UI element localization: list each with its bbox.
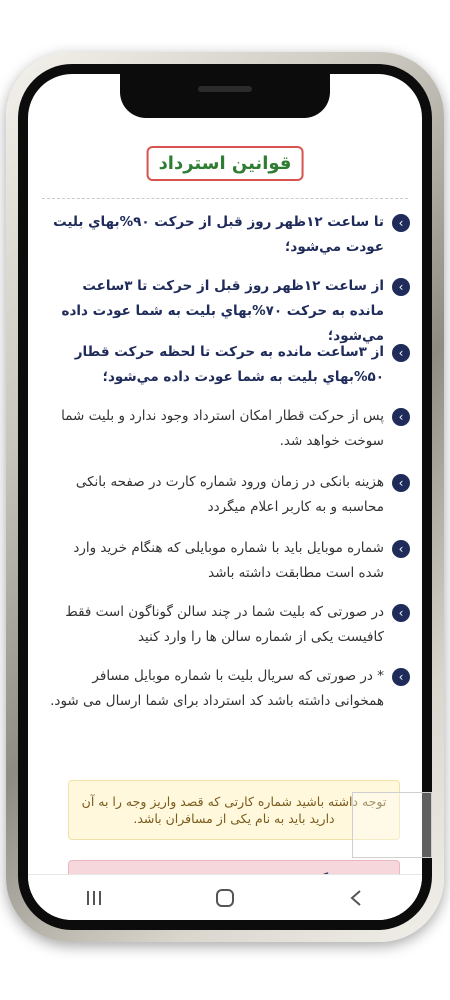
title-divider	[42, 198, 408, 199]
chevron-right-icon: ›	[392, 278, 410, 296]
home-button[interactable]	[205, 883, 245, 913]
page-title: قوانین استرداد	[147, 146, 304, 181]
rule-item-4	[46, 404, 410, 454]
rule-text: پس از حرکت قطار امکان استرداد وجود ندارد و بلیت شما سوخت خواهد شد.	[61, 408, 384, 449]
back-icon	[349, 889, 363, 907]
android-navigation-bar	[28, 874, 422, 920]
rule-text: هزینه بانکی در زمان ورود شماره کارت در صفحه بانکی محاسبه و به کاربر اعلام میگردد	[75, 474, 384, 515]
rule-item-1	[46, 210, 410, 260]
chevron-right-icon: ›	[392, 604, 410, 622]
chevron-right-icon: ›	[392, 540, 410, 558]
phone-notch	[120, 74, 330, 118]
rule-text: تا ساعت ۱۲ظهر روز قبل از حرکت ۹۰%بهاي بليت عودت مي‌شود؛	[53, 214, 384, 255]
chevron-right-icon: ›	[392, 474, 410, 492]
chevron-right-icon: ›	[392, 344, 410, 362]
chevron-right-icon: ›	[392, 214, 410, 232]
recaptcha-overlay[interactable]	[352, 792, 432, 858]
rule-text: در صورتی که بلیت شما در چند سالن گوناگون است فقط کافیست یکی از شماره سالن ها را وارد کنید	[65, 604, 384, 645]
rule-item-8	[46, 664, 410, 714]
speaker-grille	[198, 86, 252, 92]
home-icon	[215, 888, 235, 908]
recent-apps-icon	[85, 890, 103, 906]
rule-text: شماره موبایل باید با شماره موبایلی که هنگام خرید وارد شده است مطابقت داشته باشد	[73, 540, 384, 581]
chevron-right-icon: ›	[392, 668, 410, 686]
rule-item-7	[46, 600, 410, 650]
back-button[interactable]	[336, 883, 376, 913]
rule-item-2	[46, 274, 410, 349]
refund-rules-page	[28, 74, 422, 874]
card-owner-notice: توجه داشته باشید شماره کارتی که قصد واریز وجه را به آن دارید باید به نام یکی از مسافران باشد.	[68, 780, 400, 840]
recent-apps-button[interactable]	[74, 883, 114, 913]
rule-text: * در صورتی که سریال بلیت با شماره موبایل مسافر همخوانی داشته باشد کد استرداد برای شما ارسال می شود.	[50, 668, 384, 709]
rule-text: از ۳ساعت مانده به حرکت تا لحظه حرکت قطار ۵۰%بهاي بليت به شما عودت داده مي‌شود؛	[74, 344, 384, 385]
rule-item-6	[46, 536, 410, 586]
rule-item-5	[46, 470, 410, 520]
rule-item-3	[46, 340, 410, 390]
rule-text: از ساعت ۱۲ظهر روز قبل از حرکت تا ۳ساعت مانده به حرکت ۷۰%بهاي بليت به شما عودت داده مي‌شود؛	[61, 278, 384, 344]
chevron-right-icon: ›	[392, 408, 410, 426]
